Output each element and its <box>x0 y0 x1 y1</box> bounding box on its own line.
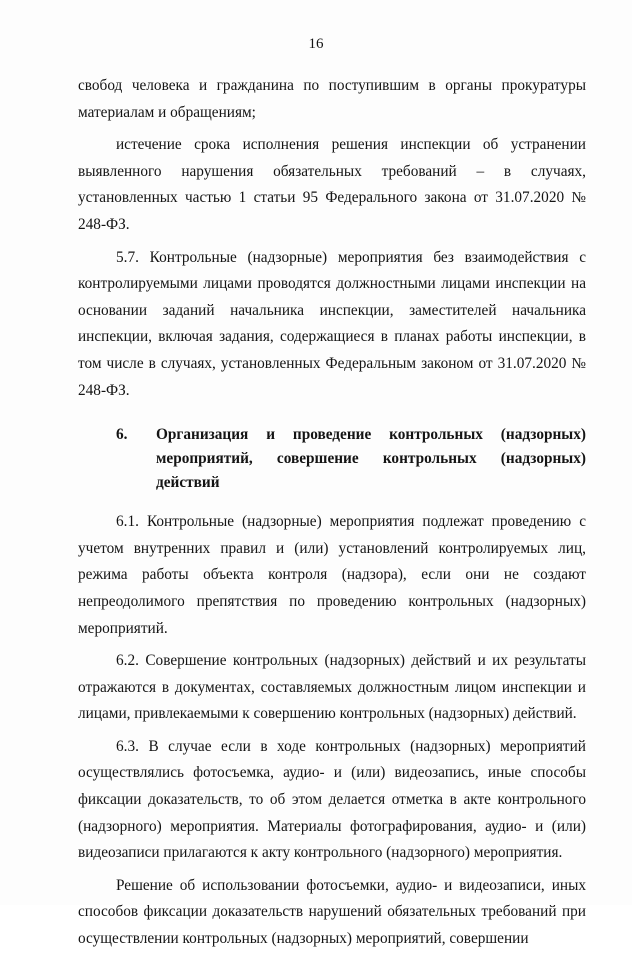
paragraph-recording-decision: Решение об использовании фотосъемки, аудио- и видеозаписи, иных способов фиксации доказательств нарушений обязательных требований при осуществлении контрольных (надзорных) мероприятий, совершении <box>78 876 586 948</box>
paragraph-6-2: 6.2. Совершение контрольных (надзорных) действий и их результаты отражаются в документах, составляемых должностным лицом инспекции и лицами, привлекаемыми к совершению контрольных (надзорных) действий. <box>78 652 586 723</box>
section-heading-6 <box>78 423 586 495</box>
section-title: Организация и проведение контрольных (надзорных) мероприятий, совершение контрольных (надзорных) действий <box>156 426 586 492</box>
paragraph-inspection-decision-expiry: истечение срока исполнения решения инспекции об устранении выявленного нарушения обязательных требований – в случаях, установленных частью 1 статьи 95 Федерального закона от 31.07.2020 № 248-ФЗ. <box>78 136 586 233</box>
section-number: 6. <box>116 426 128 444</box>
paragraph-6-1: 6.1. Контрольные (надзорные) мероприятия подлежат проведению с учетом внутренних правил и (или) установлений контролируемых лиц, режима работы объекта контроля (надзора), если они не создают непреодолимого препятствия по проведению контрольных (надзорных) мероприятий. <box>78 513 586 637</box>
document-body <box>78 73 586 953</box>
paragraph-continuation: свобод человека и гражданина по поступившим в органы прокуратуры материалам и обращениям; <box>78 77 586 121</box>
page-number: 16 <box>308 36 324 52</box>
paragraph-5-7: 5.7. Контрольные (надзорные) мероприятия без взаимодействия с контролируемыми лицами проводятся должностными лицами инспекции на основании заданий начальника инспекции, заместителей начальника инспекции, включая задания, содержащиеся в планах работы инспекции, в том числе в случаях, установленных Федеральным законом от 31.07.2020 № 248-ФЗ. <box>78 248 586 399</box>
paragraph-6-3: 6.3. В случае если в ходе контрольных (надзорных) мероприятий осуществлялись фотосъемка, аудио- и (или) видеозапись, иные способы фиксации доказательств, то об этом делается отметка в акте контрольного (надзорного) мероприятия. Материалы фотографирования, аудио- и (или) видеозаписи прилагаются к акту контрольного (надзорного) мероприятия. <box>78 737 586 862</box>
